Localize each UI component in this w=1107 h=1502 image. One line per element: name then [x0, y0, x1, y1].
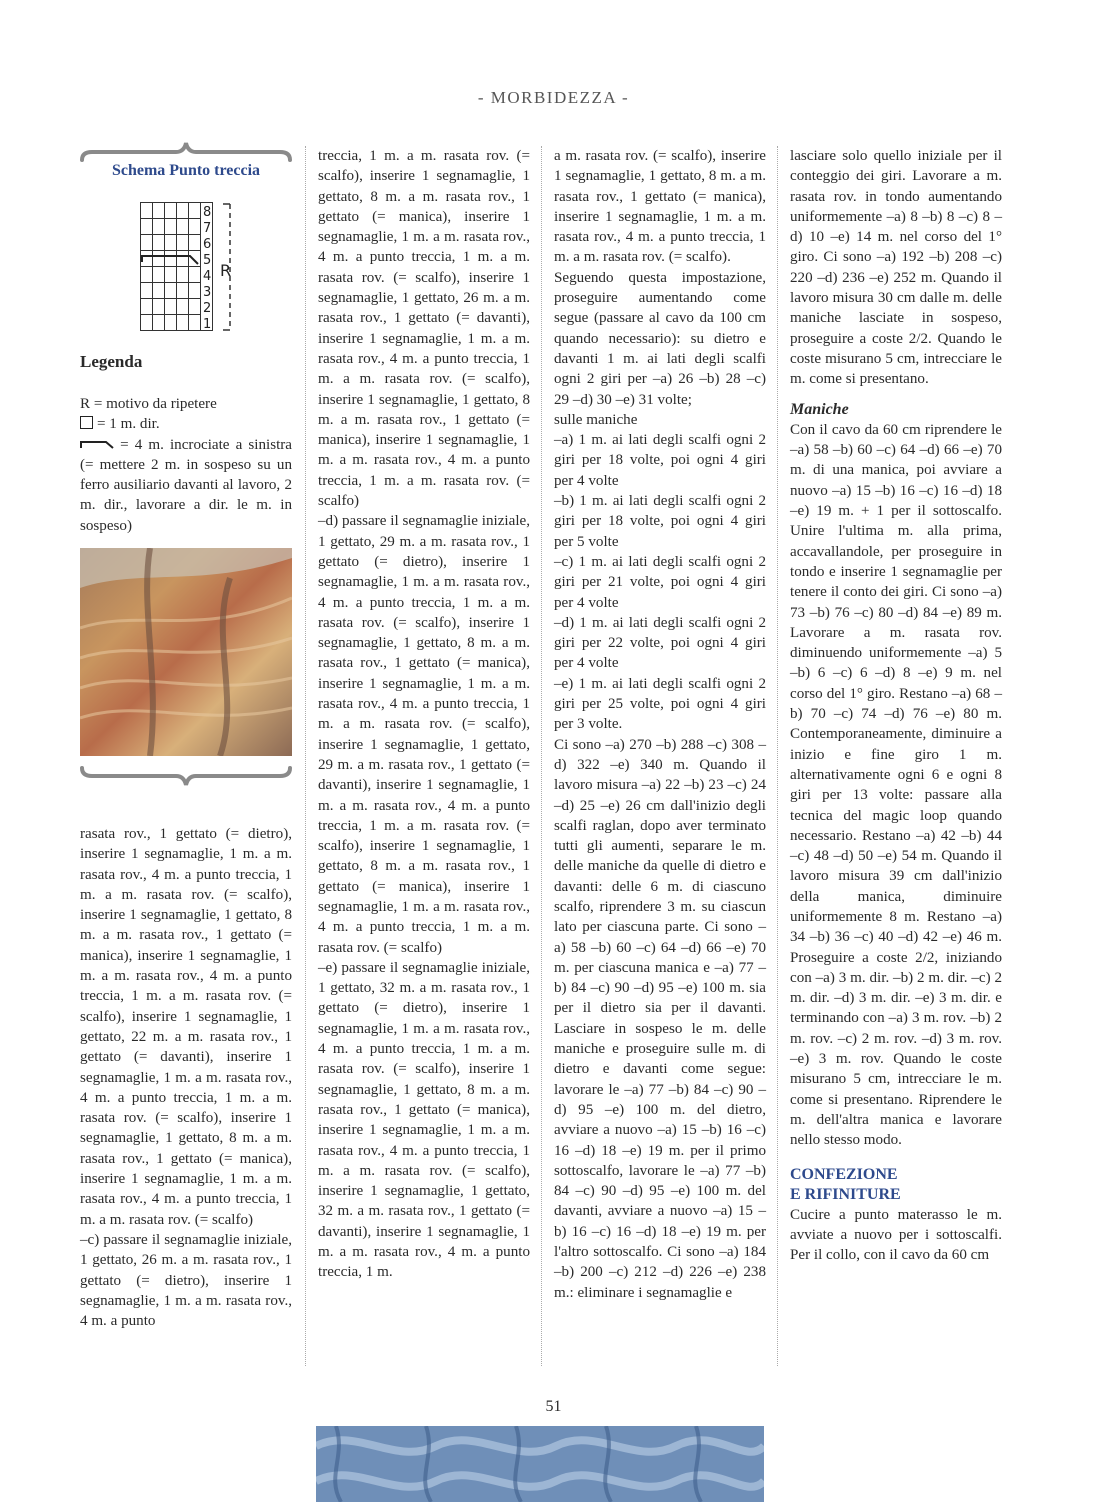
cable-cross-symbol	[142, 256, 198, 264]
col3-p7: –d) 1 m. ai lati degli scalfi ogni 2 giri per 22 volte, poi ogni 4 giri per 4 volte	[554, 614, 766, 672]
legend-repeat: R = motivo da ripetere	[80, 396, 217, 412]
running-header: - MORBIDEZZA -	[477, 88, 630, 107]
col4-p3: Cucire a punto materasso le m. avviate a nuovo per i sottoscalfi. Per il collo, con il cavo da 60 cm	[790, 1206, 1002, 1264]
col1-p1: rasata rov., 1 gettato (= dietro), inserire 1 segnamaglie, 1 m. a m. rasata rov., 4 m. a punto treccia, 1 m. a m. rasata rov. (= scalfo), inserire 1 segnamaglie, 1 gettato, 8 m. a m. rasata rov., 1 gettato (= manica), inserire 1 segnamaglie, 1 m. a m. rasata rov., 4 m. a punto treccia, 1 m. a m. rasata rov. (= scalfo), inserire 1 segnamaglie, 1 gettato, 22 m. a m. rasata rov., 1 gettato (= davanti), inserire 1 segnamaglie, 1 m. a m. rasata rov., 4 m. a punto treccia, 1 m. a m. rasata rov. (= scalfo), inserire 1 segnamaglie, 1 gettato, 8 m. a m. rasata rov., 1 gettato (= manica), inserire 1 segnamaglie, 1 m. a m. rasata rov., 4 m. a punto treccia, 1 m. a m. rasata rov. (= scalfo)	[80, 826, 292, 1228]
col2-p1: treccia, 1 m. a m. rasata rov. (= scalfo), inserire 1 segnamaglie, 1 gettato, 8 m. a m. rasata rov., 1 gettato (= manica), inserire 1 segnamaglie, 1 m. a m. rasata rov., 4 m. a punto treccia, 1 m. a m. rasata rov. (= scalfo), inserire 1 segnamaglie, 1 gettato, 26 m. a m. rasata rov., 1 gettato (= davanti), inserire 1 segnamaglie, 1 m. a m. rasata rov., 4 m. a punto treccia, 1 m. a m. rasata rov. (= scalfo), inserire 1 segnamaglie, 1 gettato, 8 m. a m. rasata rov., 1 gettato (= manica), inserire 1 segnamaglie, 1 m. a m. rasata rov., 4 m. a punto treccia, 1 m. a m. rasata rov. (= scalfo)	[318, 148, 530, 510]
col3-p2: Seguendo questa impostazione, proseguire aumentando come segue (passare al cavo da 100 cm quando necessario): su dietro e davanti 1 m. ai lati degli scalfi ogni 2 giri per –a) 26 –b) 28 –c) 29 –d) 30 –e) 31 volte;	[554, 269, 766, 408]
col4-p1: lasciare solo quello iniziale per il conteggio dei giri. Lavorare a m. rasata rov. in tondo aumentando uniformemente –a) 8 –b) 8 –c) 8 –d) 10 –e) 14 m. nel corso del 1° giro. Ci sono –a) 192 –b) 208 –c) 220 –d) 236 –e) 252 m. Quando il lavoro misura 30 cm dalle m. delle maniche lasciate in sospeso, proseguire a coste 2/2. Quando le coste misurano 5 cm, intrecciare le m. come si presentano.	[790, 148, 1002, 388]
page-number: 51	[545, 1398, 562, 1415]
chart-row-7: 7	[203, 221, 212, 236]
confezione-heading-2: E RIFINITURE	[790, 1185, 901, 1203]
col3-p1: a m. rasata rov. (= scalfo), inserire 1 segnamaglie, 1 gettato, 8 m. a m. rasata rov., 1 gettato (= manica), inserire 1 segnamaglie, 1 m. a m. rasata rov., 4 m. a punto treccia, 1 m. a m. rasata rov. (= scalfo).	[554, 148, 766, 266]
legend-cable: = 4 m. incrociate a sinistra (= mettere 2 m. in sospeso su un ferro ausiliario davanti al lavoro, 2 m. dir., lavorare a dir. le m. in sospeso)	[80, 436, 292, 534]
column-divider	[541, 146, 542, 1366]
column-2	[318, 146, 530, 1283]
column-divider	[305, 146, 306, 1366]
maniche-heading: Maniche	[790, 400, 849, 418]
chart-row-6: 6	[203, 237, 212, 252]
col4-p2: Con il cavo da 60 cm riprendere le –a) 58 –b) 60 –c) 64 –d) 66 –e) 70 m. di una manica, poi avviare a nuovo –a) 15 –b) 16 –c) 16 –d) 18 –e) 19 m. + 1 per il sottoscalfo. Unire l'ultima m. alla prima, accavallandole, per proseguire in tondo e inserire 1 segnamaglie per tenere il conto dei giri. Ci sono –a) 73 –b) 76 –c) 80 –d) 84 –e) 89 m. Lavorare a m. rasata rov. diminuendo uniformemente –a) 5 –b) 6 –c) 6 –d) 8 –e) 9 m. nel corso del 1° giro. Restano –a) 68 –b) 70 –c) 74 –d) 76 –e) 80 m. Contemporaneamente, diminuire a inizio e fine giro 1 m. alternativamente ogni 6 e ogni 8 giri per 13 volte: passare alla tecnica del magic loop quando necessario. Restano –a) 42 –b) 44 –c) 48 –d) 50 –e) 54 m. Quando il lavoro misura 39 cm dall'inizio della manica, diminuire uniformemente 8 m. Restano –a) 34 –b) 36 –c) 40 –d) 42 –e) 46 m. Proseguire a coste 2/2, iniziando con –a) 3 m. dir. –b) 2 m. dir. –c) 2 m. dir. –d) 3 m. dir. –e) 3 m. dir. e terminando con –a) 3 m. rov. –b) 2 m. rov. –c) 2 m. rov. –d) 3 m. rov. –e) 3 m. rov. Quando le coste misurano 5 cm, intrecciare le m. come si presentano. Riprendere le m. dell'altra manica e lavorare nello stesso modo.	[790, 421, 1002, 1149]
chart-row-2: 2	[203, 301, 212, 316]
chart-row-3: 3	[203, 285, 212, 300]
legend-title: Legenda	[80, 352, 143, 371]
chart-row-8: 8	[203, 205, 212, 220]
chart-row-5: 5	[203, 253, 212, 268]
col3-p5: –b) 1 m. ai lati degli scalfi ogni 2 giri per 18 volte, poi ogni 4 giri per 5 volte	[554, 493, 766, 550]
column-1	[80, 824, 292, 1331]
chart-row-1: 1	[203, 317, 212, 332]
column-divider	[777, 146, 778, 1366]
legend-knit: = 1 m. dir.	[80, 414, 292, 434]
col3-p6: –c) 1 m. ai lati degli scalfi ogni 2 giri per 21 volte, poi ogni 4 giri per 4 volte	[554, 553, 766, 611]
chart-repeat-label: R	[220, 261, 232, 280]
col2-p3: –e) passare il segnamaglie iniziale, 1 gettato, 32 m. a m. rasata rov., 1 gettato (= dietro), inserire 1 segnamaglie, 1 m. a m. rasata rov., 4 m. a punto treccia, 1 m. a m. rasata rov. (= scalfo), inserire 1 segnamaglie, 1 gettato, 8 m. a m. rasata rov., 1 gettato (= manica), inserire 1 segnamaglie, 1 m. a m. rasata rov., 4 m. a punto treccia, 1 m. a m. rasata rov. (= scalfo), inserire 1 segnamaglie, 1 gettato, 32 m. a m. rasata rov., 1 gettato (= davanti), inserire 1 segnamaglie, 1 m. a m. rasata rov., 4 m. a punto treccia, 1 m.	[318, 959, 530, 1281]
confezione-heading-1: CONFEZIONE	[790, 1165, 898, 1183]
knit-swatch-photo	[80, 548, 292, 756]
yarn-texture-image	[316, 1426, 764, 1502]
col3-p3: sulle maniche	[554, 411, 638, 428]
chart-title: Schema Punto treccia	[111, 162, 261, 179]
chart-row-4: 4	[203, 269, 212, 284]
stitch-chart	[140, 202, 240, 334]
bottom-brace-icon	[80, 766, 292, 788]
column-4	[790, 146, 1002, 1265]
col1-p2: –c) passare il segnamaglie iniziale, 1 gettato, 26 m. a m. rasata rov., 1 gettato (= dietro), inserire 1 segnamaglie, 1 m. a m. rasata rov., 4 m. a punto	[80, 1231, 292, 1330]
top-brace-icon	[80, 140, 292, 162]
legend	[80, 394, 292, 536]
col3-p9: Ci sono –a) 270 –b) 288 –c) 308 –d) 322 –e) 340 m. Quando il lavoro misura –a) 22 –b) 23 –c) 24 –d) 25 –e) 26 cm dall'inizio degli scalfi raglan, dopo aver terminato tutti gli aumenti, separare le m. delle maniche da quelle di dietro e davanti: delle 6 m. di ciascuno scalfo, riprendere 3 m. su ciascun lato per ciascuna parte. Ci sono –a) 58 –b) 60 –c) 64 –d) 66 –e) 70 m. per ciascuna manica e –a) 77 –b) 84 –c) 90 –d) 95 –e) 100 m. sia per il dietro sia per il davanti. Lasciare in sospeso le m. delle maniche e proseguire sulle m. di dietro e davanti come segue: lavorare le –a) 77 –b) 84 –c) 90 –d) 95 –e) 100 m. del dietro, avviare a nuovo –a) 15 –b) 16 –c) 16 –d) 18 –e) 19 m. per il primo sottoscalfo, lavorare le –a) 77 –b) 84 –c) 90 –d) 95 –e) 100 m. del davanti, avviare a nuovo –a) 15 –b) 16 –c) 16 –d) 18 –e) 19 m. per l'altro sottoscalfo. Ci sono –a) 184 –b) 200 –c) 212 –d) 226 –e) 238 m.: eliminare i segnamaglie e	[554, 736, 766, 1301]
col3-p4: –a) 1 m. ai lati degli scalfi ogni 2 giri per 18 volte, poi ogni 4 giri per 4 volte	[554, 432, 766, 489]
col3-p8: –e) 1 m. ai lati degli scalfi ogni 2 giri per 25 volte, poi ogni 4 giri per 3 volte.	[554, 675, 766, 733]
cable-symbol-icon	[80, 437, 114, 449]
column-3	[554, 146, 766, 1303]
col2-p2: –d) passare il segnamaglie iniziale, 1 gettato, 29 m. a m. rasata rov., 1 gettato (= dietro), inserire 1 segnamaglie, 1 m. a m. rasata rov., 4 m. a punto treccia, 1 m. a m. rasata rov. (= scalfo), inserire 1 segnamaglie, 1 gettato, 8 m. a m. rasata rov., 1 gettato (= manica), inserire 1 segnamaglie, 1 m. a m. rasata rov., 4 m. a punto treccia, 1 m. a m. rasata rov. (= scalfo), inserire 1 segnamaglie, 1 gettato, 29 m. a m. rasata rov., 1 gettato (= davanti), inserire 1 segnamaglie, 1 m. a m. rasata rov., 4 m. a punto treccia, 1 m. a m. rasata rov. (= scalfo), inserire 1 segnamaglie, 1 gettato, 8 m. a m. rasata rov., 1 gettato (= manica), inserire 1 segnamaglie, 1 m. a m. rasata rov., 4 m. a punto treccia, 1 m. a m. rasata rov. (= scalfo)	[318, 513, 530, 956]
knit-square-icon	[80, 416, 93, 429]
